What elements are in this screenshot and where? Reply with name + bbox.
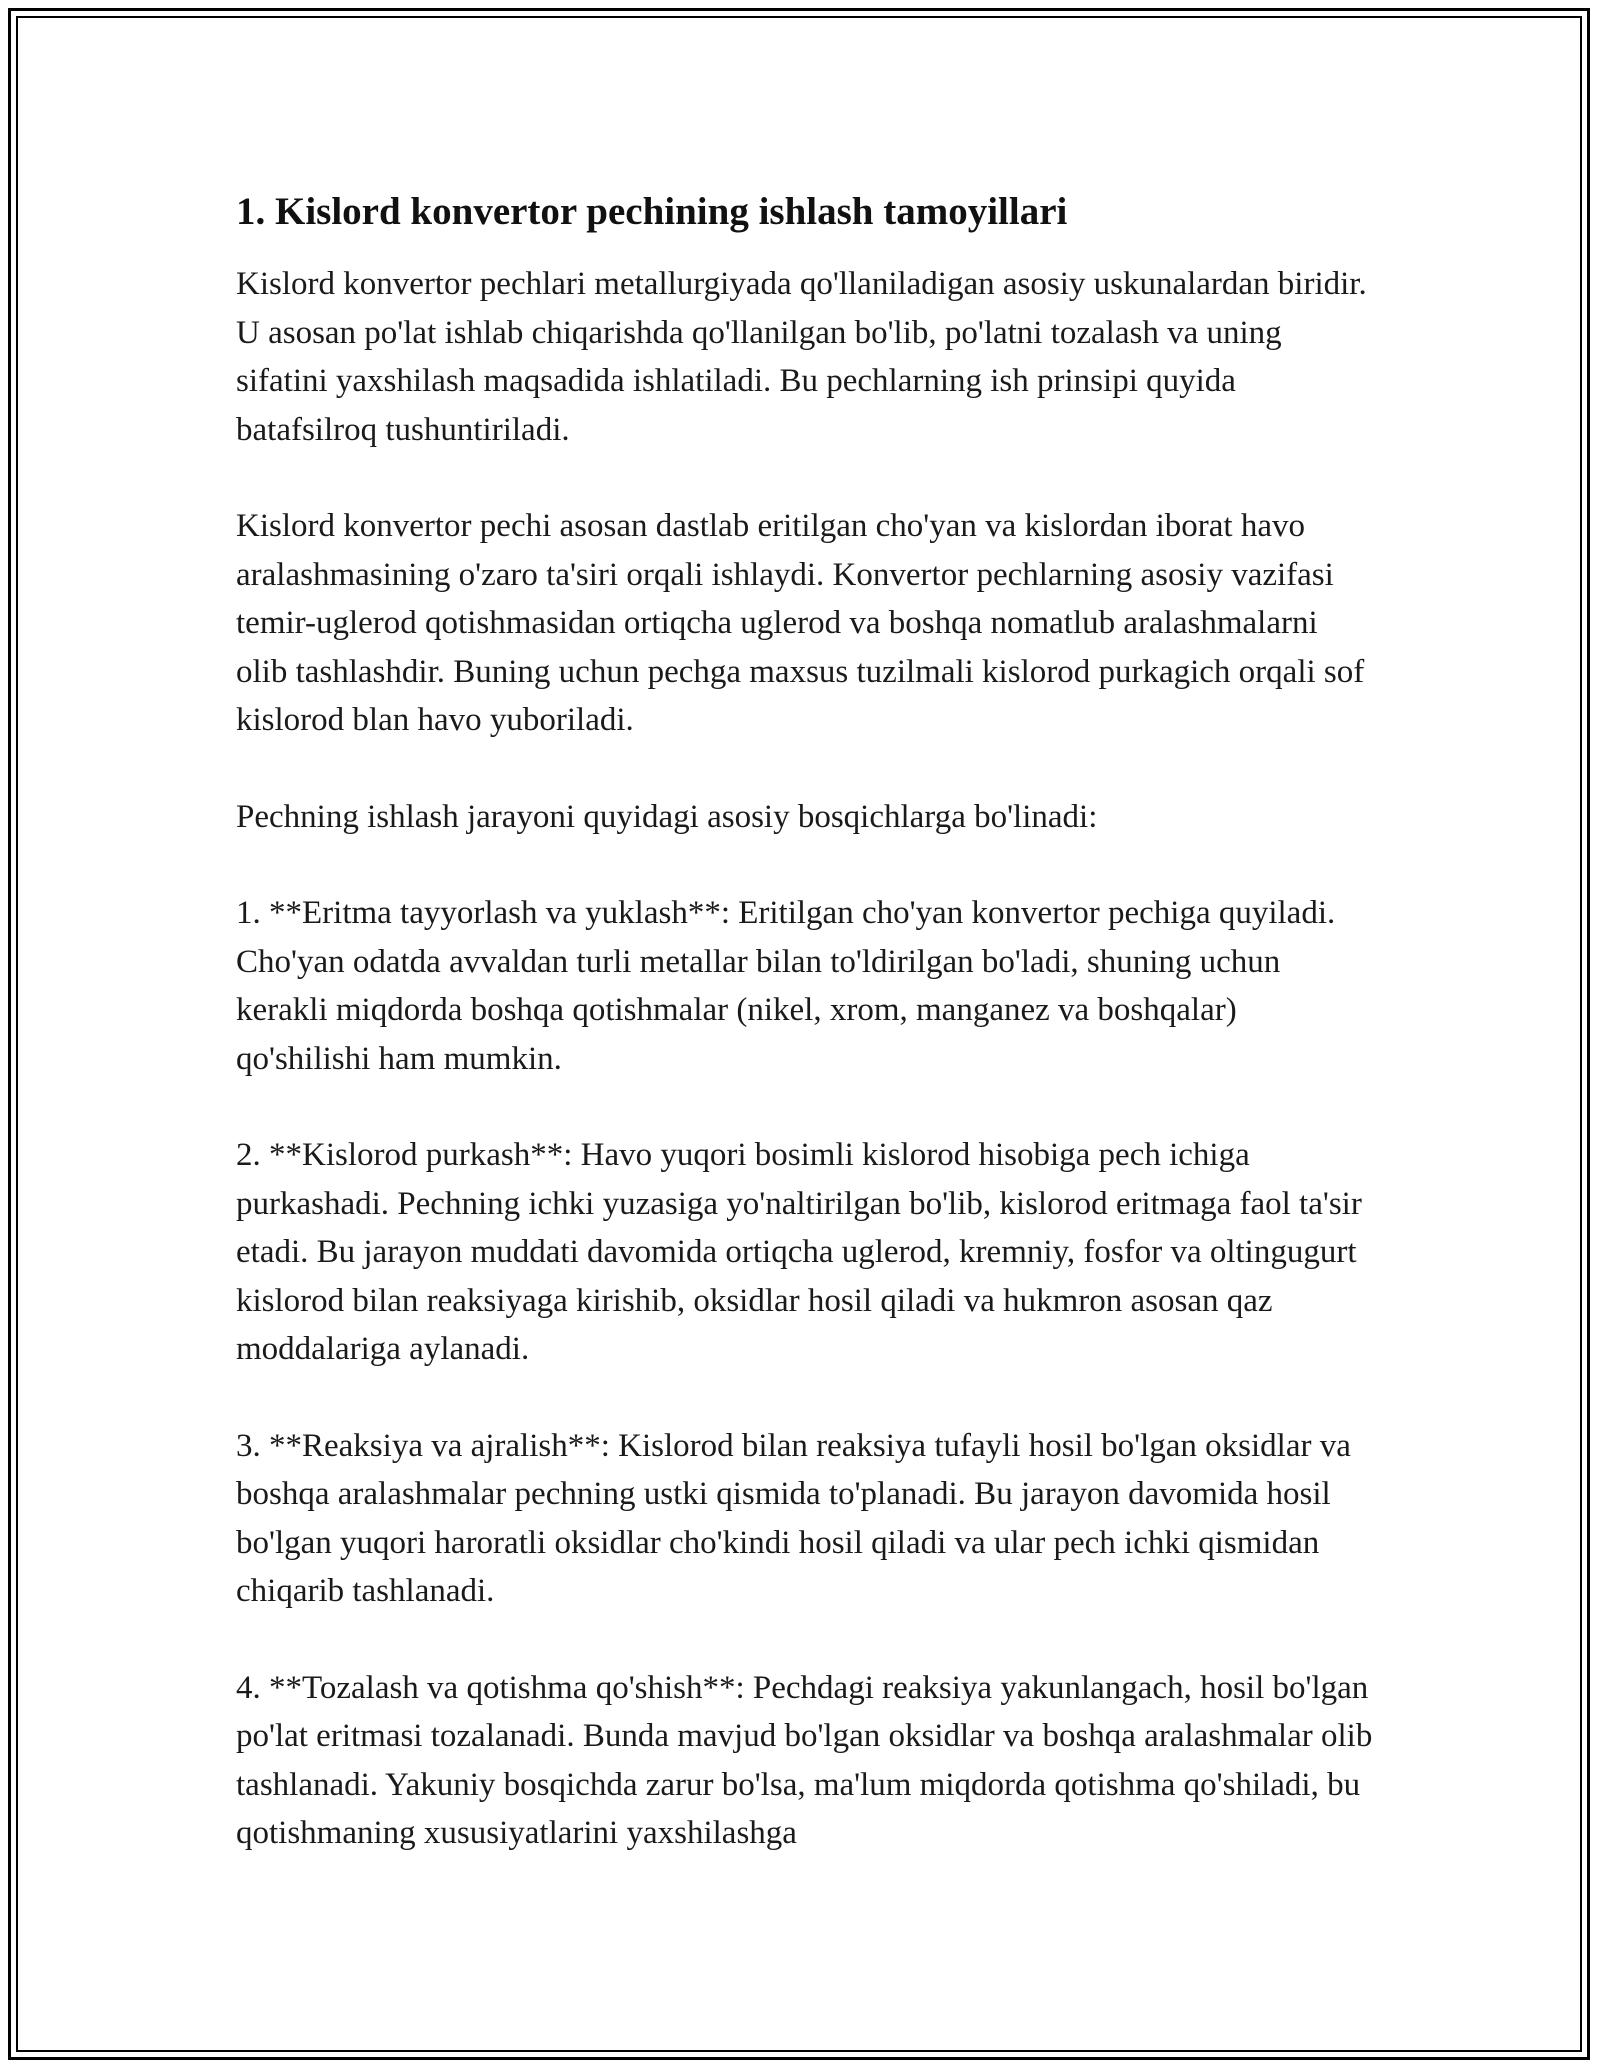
paragraph-stage-4: 4. **Tozalash va qotishma qo'shish**: Pechdagi reaksiya yakunlangach, hosil bo'lgan po'lat eritmasi tozalanadi. Bunda mavjud bo'lgan oksidlar va boshqa aralashmalar olib tashlanadi. Yakuniy bosqichda zarur bo'lsa, ma'lum miqdorda qotishma qo'shiladi, bu qotishmaning xususiyatlarini yaxshilashga [236, 1669, 1373, 1851]
paragraph-stages-intro: Pechning ishlash jarayoni quyidagi asosiy bosqichlarga bo'linadi: [236, 798, 1098, 835]
document-body [236, 188, 1376, 1858]
paragraph-stage-3: 3. **Reaksiya va ajralish**: Kislorod bilan reaksiya tufayli hosil bo'lgan oksidlar va boshqa aralashmalar pechning ustki qismida to'planadi. Bu jarayon davomida hosil bo'lgan yuqori haroratli oksidlar cho'kindi hosil qiladi va ular pech ichki qismidan chiqarib tashlanadi. [236, 1427, 1351, 1609]
paragraph-stage-1: 1. **Eritma tayyorlash va yuklash**: Eritilgan cho'yan konvertor pechiga quyiladi. Cho'yan odatda avvaldan turli metallar bilan to'ldirilgan bo'ladi, shuning uchun kerakli miqdorda boshqa qotishmalar (nikel, xrom, manganez va boshqalar) qo'shilishi ham mumkin. [236, 895, 1336, 1077]
paragraph-intro: Kislord konvertor pechlari metallurgiyada qo'llaniladigan asosiy uskunalardan biridir. U asosan po'lat ishlab chiqarishda qo'llanilgan bo'lib, po'latni tozalash va uning sifatini yaxshilash maqsadida ishlatiladi. Bu pechlarning ish prinsipi quyida batafsilroq tushuntiriladi. [236, 266, 1367, 448]
paragraph-stage-2: 2. **Kislorod purkash**: Havo yuqori bosimli kislorod hisobiga pech ichiga purkashadi. Pechning ichki yuzasiga yo'naltirilgan bo'lib, kislorod eritmaga faol ta'sir etadi. Bu jarayon muddati davomida ortiqcha uglerod, kremniy, fosfor va oltingugurt kislorod bilan reaksiyaga kirishib, oksidlar hosil qiladi va hukmron asosan qaz moddalariga aylanadi. [236, 1137, 1362, 1367]
section-heading: 1. Kislord konvertor pechining ishlash tamoyillari [236, 190, 1068, 233]
paragraph-principle: Kislord konvertor pechi asosan dastlab eritilgan cho'yan va kislordan iborat havo aralashmasining o'zaro ta'siri orqali ishlaydi. Konvertor pechlarning asosiy vazifasi temir-uglerod qotishmasidan ortiqcha uglerod va boshqa nomatlub aralashmalarni olib tashlashdir. Buning uchun pechga maxsus tuzilmali kislorod purkagich orqali sof kislorod blan havo yuboriladi. [236, 508, 1365, 738]
